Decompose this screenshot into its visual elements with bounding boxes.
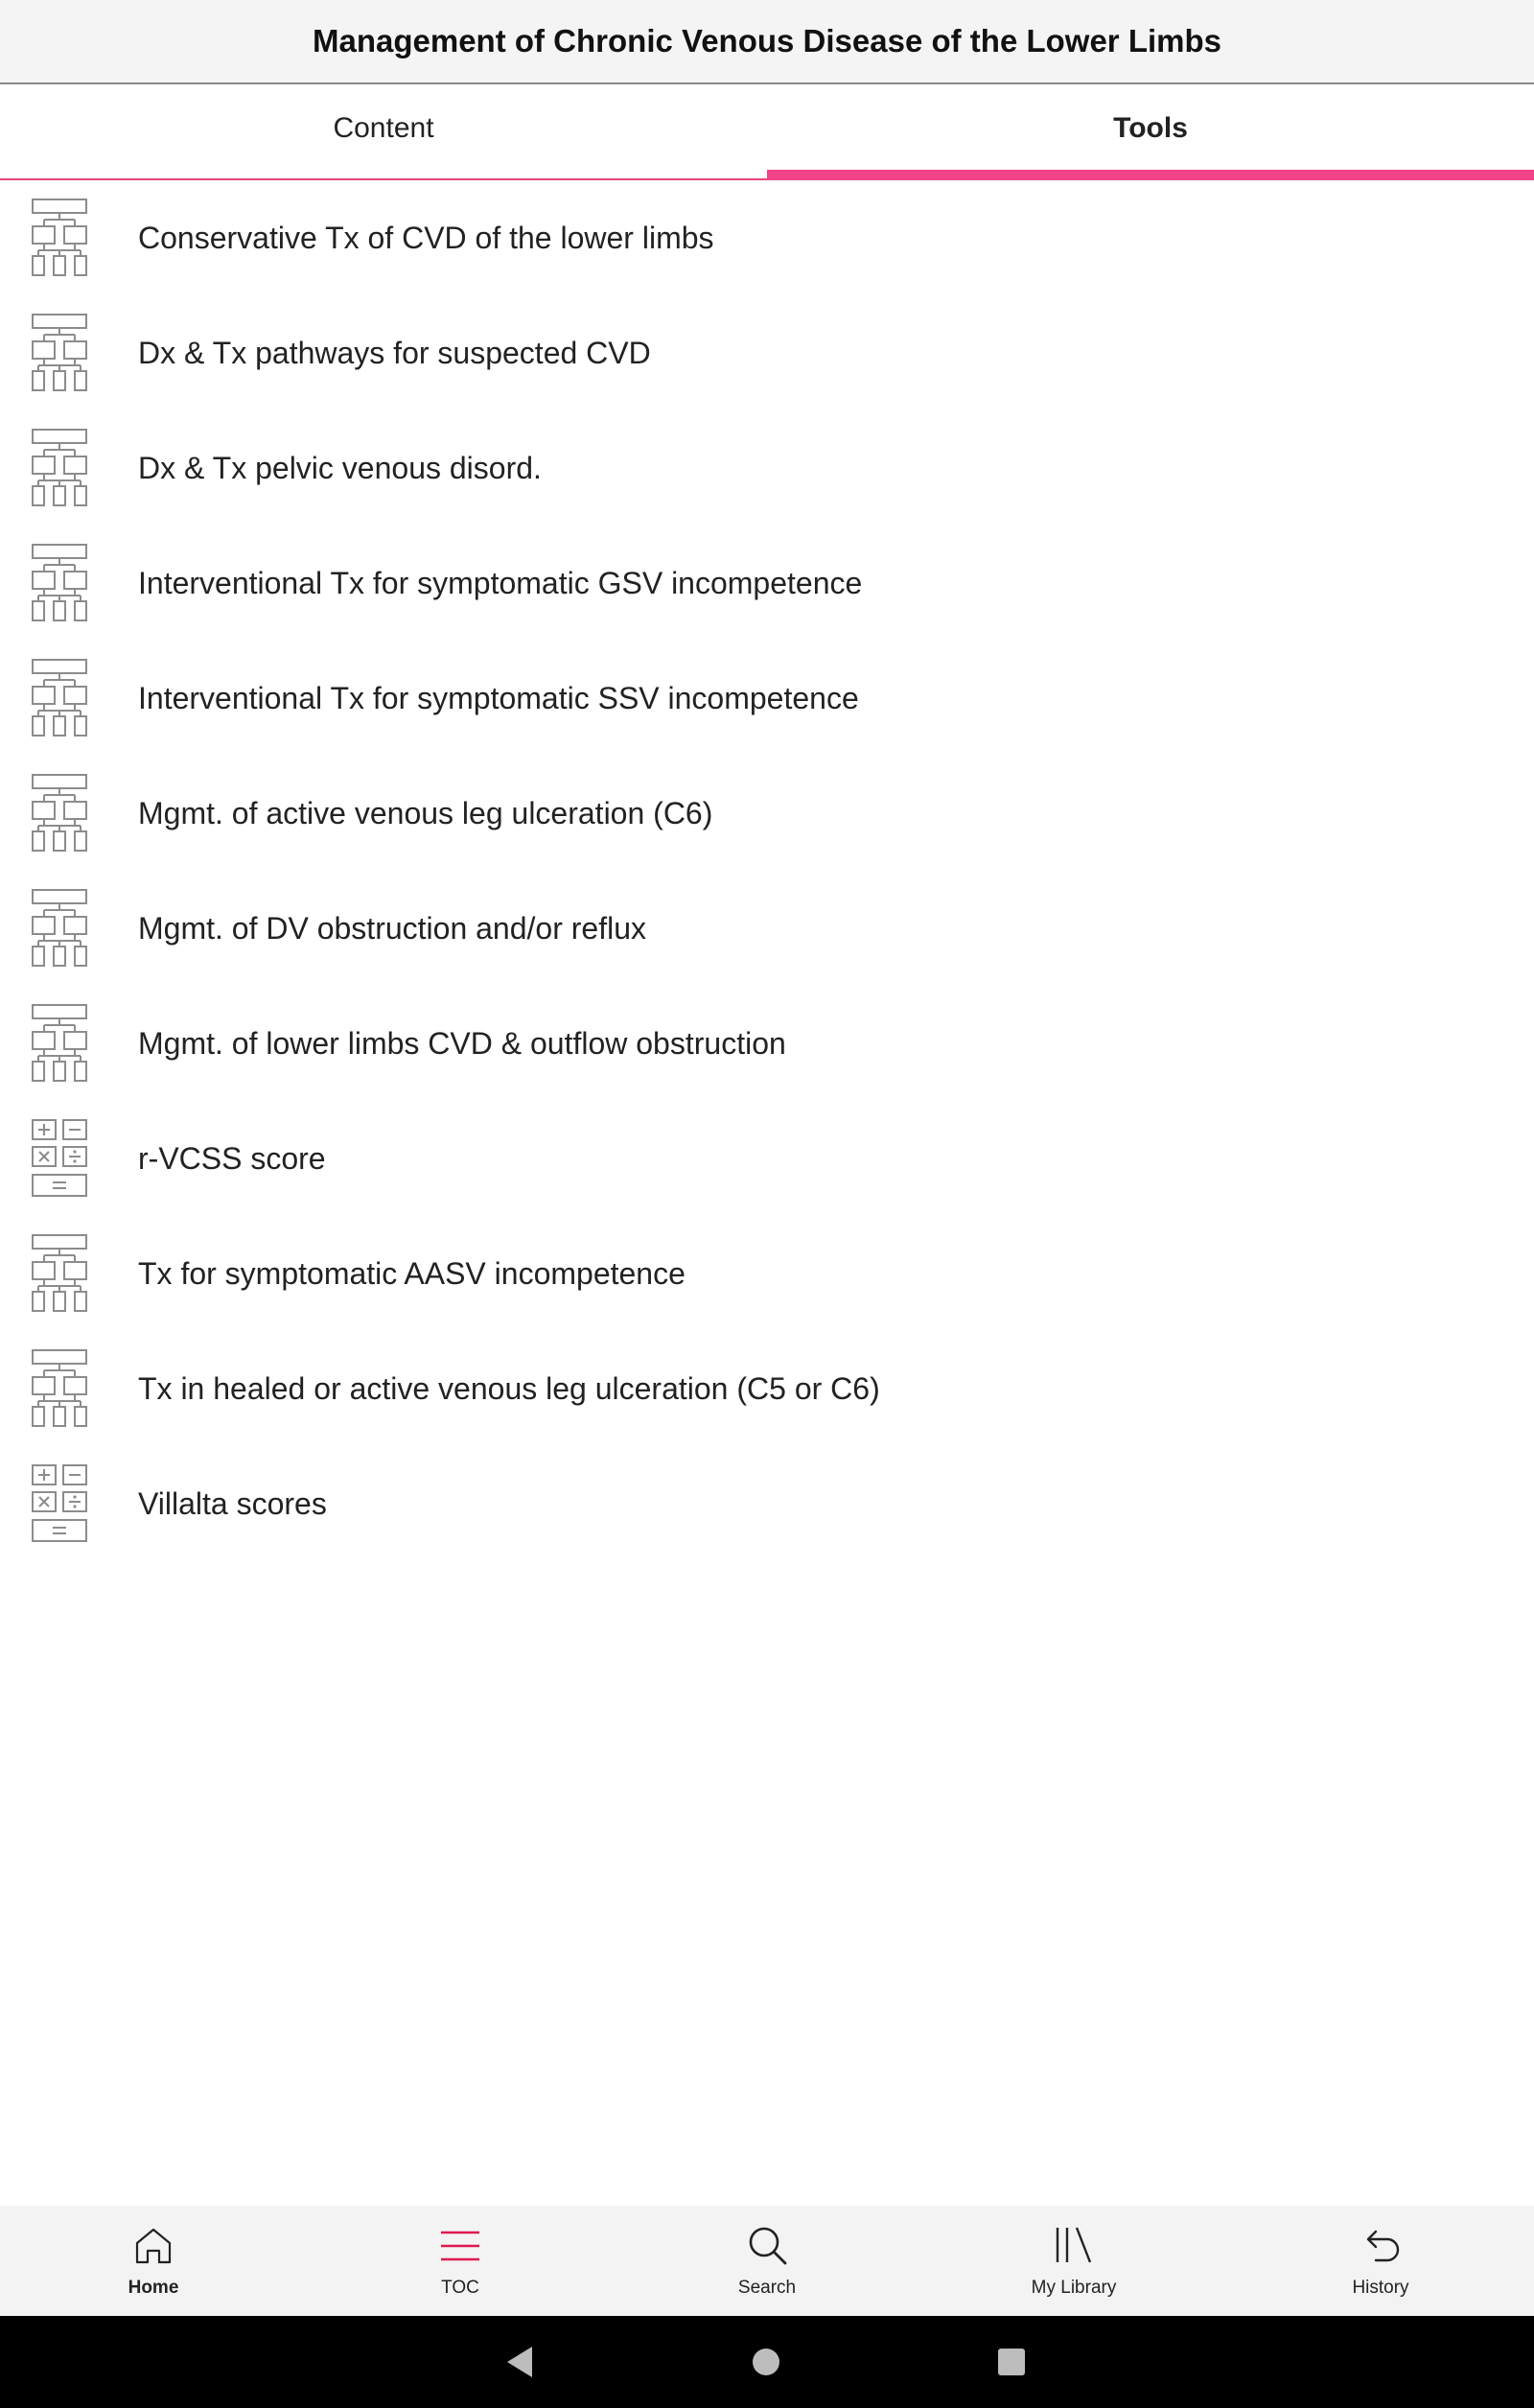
tool-item[interactable] <box>0 295 1534 410</box>
tool-item[interactable] <box>0 1331 1534 1446</box>
flowchart-icon <box>30 772 89 854</box>
tool-item-label: Interventional Tx for symptomatic GSV incompetence <box>138 565 863 600</box>
tab-tools[interactable]: Tools <box>767 84 1534 180</box>
nav-history[interactable] <box>1227 2206 1534 2316</box>
home-icon <box>131 2224 175 2268</box>
calculator-icon <box>30 1117 89 1200</box>
nav-toc[interactable] <box>307 2206 614 2316</box>
page-title: Management of Chronic Venous Disease of the Lower Limbs <box>312 23 1221 58</box>
tool-item-label: Tx for symptomatic AASV incompetence <box>138 1255 686 1291</box>
flowchart-icon <box>30 427 89 509</box>
undo-icon <box>1359 2224 1403 2268</box>
nav-library[interactable] <box>920 2206 1227 2316</box>
home-circle-icon[interactable] <box>749 2345 783 2379</box>
nav-search[interactable] <box>614 2206 920 2316</box>
tool-item-label: Mgmt. of DV obstruction and/or reflux <box>138 910 646 946</box>
nav-library-label: My Library <box>1031 2277 1117 2298</box>
tool-item-label: Villalta scores <box>138 1485 327 1521</box>
tool-item-label: Interventional Tx for symptomatic SSV incompetence <box>138 680 859 715</box>
tool-item[interactable] <box>0 641 1534 756</box>
nav-history-label: History <box>1352 2277 1409 2298</box>
flowchart-icon <box>30 542 89 624</box>
tool-item[interactable] <box>0 756 1534 871</box>
app-header <box>0 0 1534 84</box>
calculator-icon <box>30 1462 89 1545</box>
flowchart-icon <box>30 1347 89 1430</box>
tool-item[interactable] <box>0 180 1534 295</box>
tool-item-label: Dx & Tx pathways for suspected CVD <box>138 335 651 370</box>
tab-content[interactable]: Content <box>333 112 434 144</box>
library-icon <box>1052 2224 1096 2268</box>
tool-item[interactable] <box>0 1101 1534 1216</box>
tool-item-label: Tx in healed or active venous leg ulceration (C5 or C6) <box>138 1370 880 1406</box>
nav-search-label: Search <box>737 2277 797 2298</box>
tool-item-label: Mgmt. of active venous leg ulceration (C6) <box>138 795 713 830</box>
tool-item[interactable] <box>0 1216 1534 1331</box>
flowchart-icon <box>30 197 89 279</box>
tab-bar <box>0 84 1534 180</box>
tool-item[interactable] <box>0 871 1534 986</box>
bottom-nav <box>0 2206 1534 2316</box>
tool-item[interactable] <box>0 1446 1534 1561</box>
nav-toc-label: TOC <box>441 2277 479 2298</box>
flowchart-icon <box>30 657 89 739</box>
search-icon <box>745 2224 789 2268</box>
flowchart-icon <box>30 1002 89 1085</box>
flowchart-icon <box>30 887 89 970</box>
flowchart-icon <box>30 1232 89 1315</box>
tool-item-label: Dx & Tx pelvic venous disord. <box>138 450 542 485</box>
flowchart-icon <box>30 312 89 394</box>
nav-home[interactable] <box>0 2206 307 2316</box>
system-nav-bar <box>0 2316 1534 2408</box>
tool-item-label: Conservative Tx of CVD of the lower limbs <box>138 220 714 255</box>
menu-icon <box>438 2224 482 2268</box>
tool-list <box>0 180 1534 1561</box>
tool-item-label: Mgmt. of lower limbs CVD & outflow obstruction <box>138 1025 786 1061</box>
tool-item-label: r-VCSS score <box>138 1140 326 1176</box>
tool-item[interactable] <box>0 526 1534 641</box>
recents-icon[interactable] <box>994 2345 1029 2379</box>
nav-home-label: Home <box>128 2277 179 2298</box>
tool-item[interactable] <box>0 410 1534 526</box>
tool-item[interactable] <box>0 986 1534 1101</box>
back-icon[interactable] <box>503 2345 538 2379</box>
